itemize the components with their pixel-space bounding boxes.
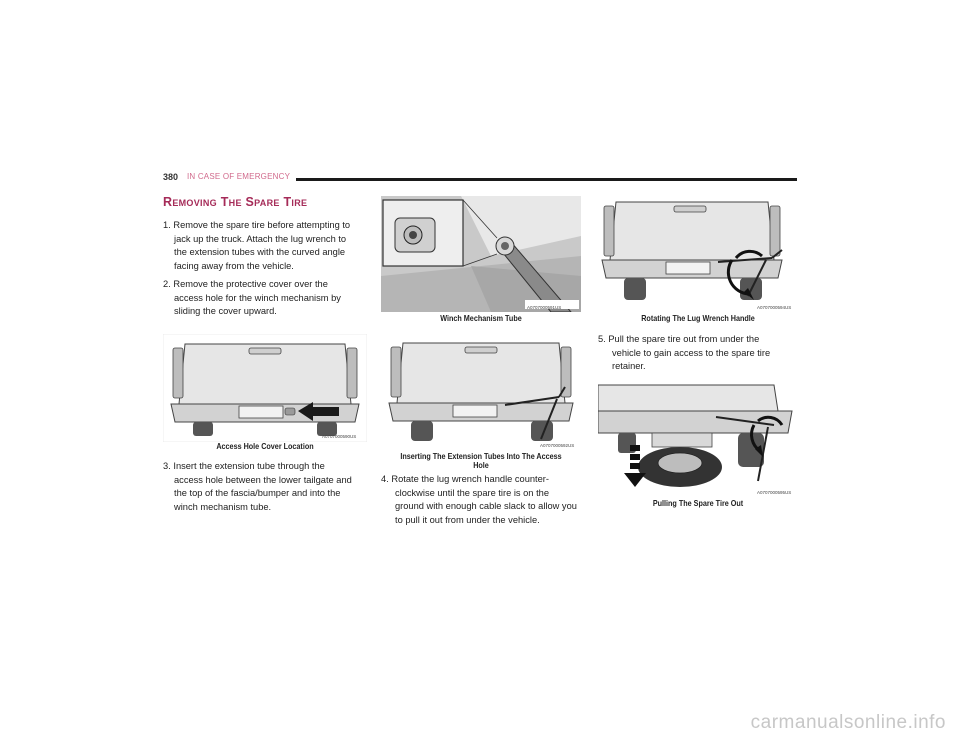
step-2 [163,278,368,319]
figure-code: A0707000594US [757,305,792,310]
page-header [163,172,797,186]
step-line: winch mechanism tube. [174,501,272,512]
figure-access-hole-cover [163,334,367,442]
page-number: 380 [163,172,179,182]
figure-code: A0707000592US [540,443,575,448]
step-5 [598,333,798,374]
header-rule [296,178,797,181]
step-line: sliding the cover upward. [174,306,277,316]
step-line: Rotate the lug wrench handle counter- [391,474,549,484]
step-line: access hole for the winch mechanism by [174,292,341,303]
figure-caption: Rotating The Lug Wrench Handle [641,314,755,323]
figure-caption: Winch Mechanism Tube [440,314,522,323]
step-line: the extension tubes with the curved angle [174,247,346,257]
figure-caption: Access Hole Cover Location [216,442,314,451]
step-number: 3. [163,461,171,471]
figure-caption: Inserting The Extension Tubes Into The Access Hole [400,452,562,470]
step-4 [381,473,591,527]
step-line: jack up the truck. Attach the lug wrench to [174,233,347,244]
step-line: ground with enough cable slack to allow you [395,501,577,511]
step-number: 1. [163,220,171,230]
step-line: Remove the spare tire before attempting to [173,220,351,230]
step-line: access hole between the lower tailgate and [174,474,352,485]
figure-code: A0707000590US [322,434,357,439]
figure-pulling-spare-tire [598,381,798,493]
figure-code: A0707000591US [527,305,562,310]
figure-code: A0707000595US [757,490,792,495]
step-line: the top of the fascia/bumper and into the [174,488,341,498]
step-3 [163,460,368,514]
step-line: retainer. [612,361,646,371]
step-line: facing away from the vehicle. [174,260,294,271]
figure-caption: Pulling The Spare Tire Out [652,499,744,508]
step-number: 4. [381,474,389,484]
figure-winch-mechanism-tube [381,196,581,312]
watermark: carmanualsonline.info [750,712,946,733]
step-number: 2. [163,279,171,289]
figure-inserting-extension-tubes [381,335,581,445]
section-title: Removing The Spare Tire [163,195,308,209]
step-number: 5. [598,334,606,344]
step-line: Remove the protective cover over the [173,279,328,289]
step-line: vehicle to gain access to the spare tire [612,347,771,358]
step-line: clockwise until the spare tire is on the [395,487,549,498]
section-label: IN CASE OF EMERGENCY [187,172,291,181]
step-line: to pull it out from under the vehicle. [395,514,540,525]
step-line: Insert the extension tube through the [173,461,325,471]
figure-rotating-lug-wrench [598,196,798,312]
step-1 [163,219,368,273]
step-line: Pull the spare tire out from under the [608,334,760,344]
